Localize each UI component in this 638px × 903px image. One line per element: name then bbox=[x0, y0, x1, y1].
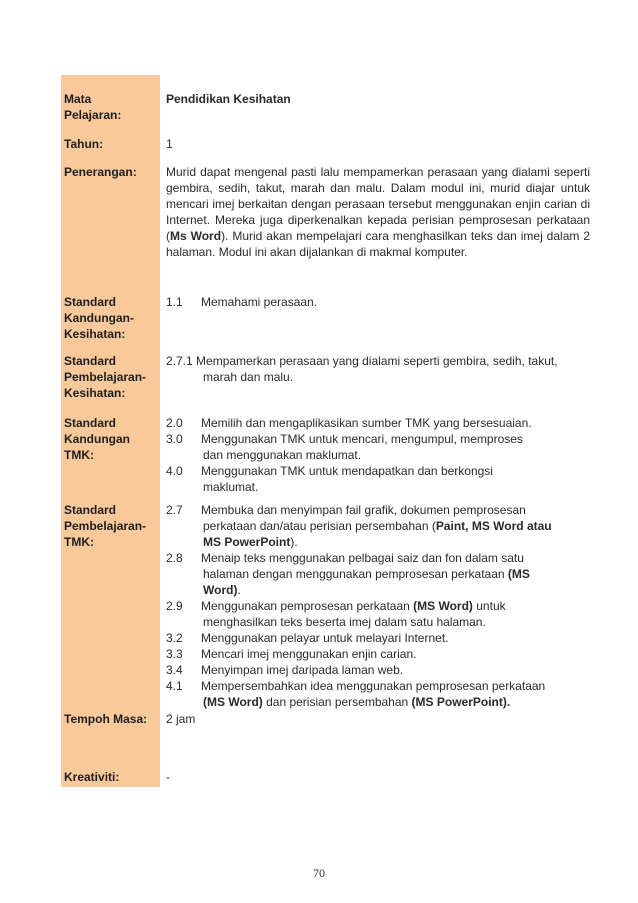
value-penerangan: Murid dapat mengenal pasti lalu mempamerkan perasaan yang dialami seperti gembira, sedih, takut, marah dan malu. Dalam modul ini, murid diajar untuk mencari imej berkaitan dengan perasaan tersebut menggunakan enjin carian di Internet. Mereka juga diperkenalkan kepada perisian pemprosesan perkataan (Ms Word). Murid akan mempelajari cara menghasilkan teks dan imej dalam 2 halaman. Modul ini akan dijalankan di makmal komputer. bbox=[166, 165, 590, 259]
value-kreativiti: - bbox=[166, 770, 170, 784]
value-tempoh-masa: 2 jam bbox=[166, 712, 196, 726]
value-standard-pembelajaran-kesihatan: 2.7.1 Mempamerkan perasaan yang dialami seperti gembira, sedih, takut, marah dan malu. bbox=[166, 354, 558, 384]
list-item: 2.0 Memilih dan mengaplikasikan sumber TMK yang bersesuaian. bbox=[166, 416, 532, 430]
label-standard-pembelajaran-kesihatan: Standard Pembelajaran- Kesihatan: bbox=[64, 354, 147, 400]
label-mata-pelajaran: Mata Pelajaran: bbox=[64, 92, 122, 122]
list-item: 3.3 Mencari imej menggunakan enjin carian. bbox=[166, 647, 417, 661]
list-item: 2.9 Menggunakan pemprosesan perkataan (MS Word) untuk bbox=[166, 599, 506, 613]
list-item: 2.8 Menaip teks menggunakan pelbagai saiz dan fon dalam satu bbox=[166, 551, 524, 565]
label-penerangan: Penerangan: bbox=[64, 165, 137, 179]
list-item: 3.4 Menyimpan imej daripada laman web. bbox=[166, 663, 404, 677]
value-standard-pembelajaran-tmk: 2.7 Membuka dan menyimpan fail grafik, dokumen pemprosesan perkataan dan/atau perisian persembahan (Paint, MS Word atau MS PowerPoint). 2.8 Menaip teks menggunakan pelbagai saiz dan fon dalam satu halaman dengan menggunakan pemprosesan perkataan (MS Word). 2.9 Menggunakan pemprosesan perkataan (MS Word) untuk menghasilkan teks beserta imej dalam satu halaman. 3.2 Menggunakan pelayar untuk melayari Internet. 3.3 Mencari imej menggunakan enjin carian. 3.4 Menyimpan imej daripada laman web. 4.1 Mempersembahkan idea menggunakan pemprosesan perkataan (MS Word) dan perisian persembahan (MS PowerPoint). bbox=[166, 502, 590, 710]
label-kreativiti: Kreativiti: bbox=[64, 770, 120, 784]
list-item: 4.1 Mempersembahkan idea menggunakan pemprosesan perkataan bbox=[166, 679, 546, 693]
label-tempoh-masa: Tempoh Masa: bbox=[64, 712, 148, 726]
value-standard-kandungan-tmk: 2.0 Memilih dan mengaplikasikan sumber TMK yang bersesuaian. 3.0 Menggunakan TMK untuk mencari, mengumpul, memproses dan menggunakan maklumat. 4.0 Menggunakan TMK untuk mendapatkan dan berkongsi maklumat. bbox=[166, 415, 590, 495]
list-item: 3.0 Menggunakan TMK untuk mencari, mengumpul, memproses bbox=[166, 432, 523, 446]
value-tahun: 1 bbox=[166, 137, 173, 151]
label-tahun: Tahun: bbox=[64, 137, 104, 151]
list-item: 2.7 Membuka dan menyimpan fail grafik, dokumen pemprosesan bbox=[166, 503, 526, 517]
value-standard-kandungan-kesihatan: 1.1 Memahami perasaan. bbox=[166, 295, 318, 309]
label-standard-kandungan-kesihatan: Standard Kandungan- Kesihatan: bbox=[64, 295, 134, 341]
list-item: 4.0 Menggunakan TMK untuk mendapatkan dan berkongsi bbox=[166, 464, 493, 478]
list-item: 3.2 Menggunakan pelayar untuk melayari Internet. bbox=[166, 631, 449, 645]
value-mata-pelajaran: Pendidikan Kesihatan bbox=[166, 92, 291, 106]
label-standard-pembelajaran-tmk: Standard Pembelajaran- TMK: bbox=[64, 503, 147, 549]
page-number: 70 bbox=[313, 866, 325, 880]
label-standard-kandungan-tmk: Standard Kandungan TMK: bbox=[64, 416, 130, 462]
